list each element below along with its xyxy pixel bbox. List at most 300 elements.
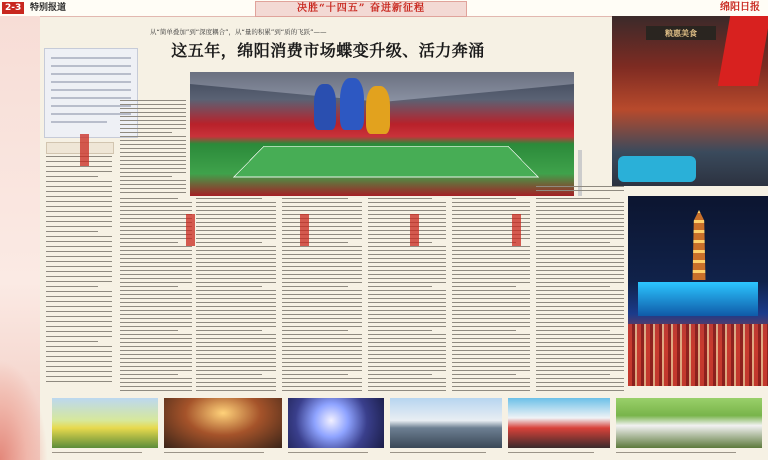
- text-line: [120, 378, 192, 379]
- text-line: [452, 286, 516, 287]
- text-line: [282, 342, 362, 343]
- text-line: [120, 246, 192, 247]
- text-line: [282, 302, 362, 303]
- text-line: [282, 274, 362, 275]
- text-line: [536, 270, 624, 271]
- text-line: [196, 294, 276, 295]
- text-line: [196, 206, 276, 207]
- text-line: [536, 202, 624, 203]
- text-line: [120, 354, 192, 355]
- section-marker: [410, 214, 419, 246]
- text-line: [120, 266, 192, 267]
- text-line: [452, 202, 530, 203]
- text-line: [368, 326, 446, 327]
- text-line: [452, 262, 530, 263]
- text-line: [196, 246, 276, 247]
- text-line: [368, 242, 432, 243]
- text-line: [120, 234, 192, 235]
- text-line: [196, 350, 276, 351]
- text-line: [368, 210, 446, 211]
- text-line: [368, 250, 446, 251]
- text-line: [120, 366, 192, 367]
- shopping-plaza-photo: [390, 398, 502, 448]
- text-line: [120, 318, 192, 319]
- text-line: [368, 214, 446, 215]
- text-line: [120, 390, 192, 391]
- text-line: [536, 262, 624, 263]
- text-line: [196, 266, 276, 267]
- text-line: [368, 322, 446, 323]
- text-line: [452, 226, 530, 227]
- campaign-banner: 决胜“十四五” 奋进新征程: [255, 1, 467, 17]
- text-line: [196, 290, 276, 291]
- text-line: [120, 198, 178, 199]
- text-line: [196, 242, 262, 243]
- section-marker: [186, 214, 195, 246]
- text-line: [368, 318, 446, 319]
- text-line: [196, 326, 276, 327]
- text-line: [452, 298, 530, 299]
- text-line: [368, 310, 446, 311]
- text-line: [196, 214, 276, 215]
- text-line: [452, 374, 516, 375]
- text-line: [536, 278, 624, 279]
- text-line: [120, 358, 192, 359]
- text-line: [120, 274, 192, 275]
- text-line: [282, 290, 362, 291]
- text-line: [196, 318, 276, 319]
- text-line: [282, 206, 362, 207]
- text-line: [282, 246, 362, 247]
- text-line: [452, 242, 516, 243]
- text-line: [196, 282, 276, 283]
- text-line: [120, 254, 192, 255]
- text-line: [282, 310, 362, 311]
- text-line: [196, 358, 276, 359]
- text-line: [120, 168, 186, 169]
- text-line: [536, 294, 624, 295]
- text-line: [452, 230, 530, 231]
- text-line: [452, 358, 530, 359]
- text-line: [120, 156, 186, 157]
- text-line: [368, 262, 446, 263]
- text-line: [536, 258, 624, 259]
- text-line: [368, 222, 446, 223]
- text-line: [196, 198, 262, 199]
- text-line: [536, 362, 624, 363]
- text-line: [282, 270, 362, 271]
- text-line: [452, 382, 530, 383]
- text-line: [536, 366, 624, 367]
- text-line: [368, 354, 446, 355]
- text-line: [368, 350, 446, 351]
- text-line: [536, 338, 624, 339]
- text-line: [196, 230, 276, 231]
- text-line: [196, 334, 276, 335]
- text-line: [536, 370, 624, 371]
- photo-caption-line: [288, 452, 368, 453]
- text-line: [196, 346, 276, 347]
- text-line: [452, 210, 530, 211]
- text-line: [196, 374, 262, 375]
- text-line: [452, 354, 530, 355]
- photo-caption-line: [390, 452, 486, 453]
- text-line: [368, 366, 446, 367]
- text-line: [196, 254, 276, 255]
- text-line: [452, 314, 530, 315]
- text-line: [368, 266, 446, 267]
- text-line: [120, 382, 192, 383]
- text-line: [536, 214, 624, 215]
- text-line: [196, 210, 276, 211]
- sidebar-notes: [44, 140, 114, 390]
- text-line: [536, 286, 610, 287]
- text-line: [282, 282, 362, 283]
- text-line: [452, 266, 530, 267]
- text-line: [536, 390, 624, 391]
- text-line: [452, 290, 530, 291]
- text-line: [536, 206, 624, 207]
- text-line: [452, 322, 530, 323]
- text-line: [120, 346, 192, 347]
- text-line: [452, 258, 530, 259]
- stage-performance-photo: [288, 398, 384, 448]
- text-line: [536, 230, 624, 231]
- text-line: [120, 188, 186, 189]
- text-line: [282, 326, 362, 327]
- text-line: [536, 354, 624, 355]
- text-line: [196, 278, 276, 279]
- text-line: [196, 362, 276, 363]
- text-line: [368, 330, 432, 331]
- text-line: [282, 334, 362, 335]
- text-line: [368, 298, 446, 299]
- text-line: [368, 342, 446, 343]
- text-line: [536, 306, 624, 307]
- text-line: [452, 198, 516, 199]
- text-line: [120, 262, 192, 263]
- text-line: [452, 282, 530, 283]
- text-line: [536, 226, 624, 227]
- text-line: [368, 282, 446, 283]
- text-line: [452, 378, 530, 379]
- text-line: [120, 350, 192, 351]
- text-line: [536, 198, 610, 199]
- text-line: [536, 274, 624, 275]
- text-line: [368, 338, 446, 339]
- text-line: [536, 242, 610, 243]
- cycling-race-photo: [616, 398, 762, 448]
- text-line: [452, 278, 530, 279]
- text-line: [452, 362, 530, 363]
- text-line: [120, 370, 192, 371]
- text-line: [282, 338, 362, 339]
- text-line: [368, 370, 446, 371]
- shop-sign: 粮惠美食: [646, 26, 716, 40]
- text-line: [282, 358, 362, 359]
- text-line: [120, 278, 192, 279]
- article-subheadline: 从“简单叠加”到“深度耦合”，从“量的积累”到“质的飞跃”——: [150, 28, 327, 36]
- text-line: [196, 222, 276, 223]
- text-line: [368, 386, 446, 387]
- text-line: [536, 374, 610, 375]
- photo-caption: [578, 150, 582, 196]
- text-line: [368, 362, 446, 363]
- text-line: [196, 250, 276, 251]
- page-number: 2-3: [2, 2, 24, 14]
- text-line: [536, 246, 624, 247]
- text-line: [282, 266, 362, 267]
- text-line: [452, 350, 530, 351]
- text-line: [120, 286, 178, 287]
- paper-name: 绵阳日报: [720, 2, 760, 13]
- text-line: [536, 298, 624, 299]
- text-line: [282, 242, 348, 243]
- text-line: [120, 218, 192, 219]
- text-line: [120, 282, 192, 283]
- text-line: [452, 274, 530, 275]
- text-line: [196, 330, 262, 331]
- text-line: [120, 342, 192, 343]
- text-line: [452, 246, 530, 247]
- text-line: [282, 230, 362, 231]
- text-line: [120, 176, 172, 177]
- text-line: [120, 334, 192, 335]
- text-line: [120, 326, 192, 327]
- text-line: [282, 390, 362, 391]
- text-line: [282, 222, 362, 223]
- text-line: [196, 342, 276, 343]
- text-line: [282, 346, 362, 347]
- text-line: [282, 250, 362, 251]
- text-line: [120, 148, 186, 149]
- text-line: [536, 386, 624, 387]
- text-line: [536, 310, 624, 311]
- text-line: [120, 294, 192, 295]
- photo-caption-line: [508, 452, 594, 453]
- text-line: [452, 342, 530, 343]
- text-line: [536, 290, 624, 291]
- text-line: [282, 314, 362, 315]
- section-name: 特别报道: [30, 3, 67, 13]
- text-line: [452, 222, 530, 223]
- text-line: [452, 310, 530, 311]
- text-line: [368, 358, 446, 359]
- text-line: [120, 314, 192, 315]
- text-line: [368, 306, 446, 307]
- text-line: [368, 314, 446, 315]
- text-line: [282, 298, 362, 299]
- text-line: [282, 362, 362, 363]
- text-line: [196, 366, 276, 367]
- text-line: [196, 218, 276, 219]
- text-line: [120, 290, 192, 291]
- text-line: [120, 210, 192, 211]
- text-line: [536, 378, 624, 379]
- text-line: [368, 218, 446, 219]
- text-line: [196, 298, 276, 299]
- text-line: [282, 354, 362, 355]
- text-line: [536, 238, 624, 239]
- stadium-photo: [190, 72, 574, 196]
- text-line: [452, 366, 530, 367]
- text-line: [536, 322, 624, 323]
- text-line: [282, 286, 348, 287]
- text-line: [282, 382, 362, 383]
- text-line: [368, 230, 446, 231]
- text-line: [120, 386, 192, 387]
- text-line: [536, 342, 624, 343]
- lantern-festival-photo: [164, 398, 282, 448]
- text-line: [120, 322, 192, 323]
- text-line: [196, 234, 276, 235]
- text-line: [196, 314, 276, 315]
- text-line: [120, 140, 186, 141]
- text-line: [282, 278, 362, 279]
- text-line: [120, 374, 178, 375]
- text-line: [282, 350, 362, 351]
- text-line: [536, 266, 624, 267]
- text-line: [452, 270, 530, 271]
- text-line: [196, 378, 276, 379]
- text-line: [196, 270, 276, 271]
- text-line: [120, 164, 186, 165]
- text-line: [120, 222, 192, 223]
- text-line: [452, 326, 530, 327]
- text-line: [282, 378, 362, 379]
- text-line: [120, 250, 192, 251]
- text-line: [452, 254, 530, 255]
- photo-caption-line: [164, 452, 264, 453]
- text-line: [120, 270, 192, 271]
- text-line: [452, 294, 530, 295]
- text-line: [536, 210, 624, 211]
- text-line: [536, 250, 624, 251]
- text-line: [536, 334, 624, 335]
- text-line: [196, 310, 276, 311]
- text-line: [120, 192, 186, 193]
- text-line: [120, 206, 192, 207]
- text-line: [120, 338, 192, 339]
- text-line: [120, 160, 186, 161]
- article-headline: 这五年，绵阳消费市场蝶变升级、活力奔涌: [171, 41, 485, 60]
- text-line: [120, 226, 192, 227]
- text-line: [196, 226, 276, 227]
- text-line: [282, 366, 362, 367]
- text-line: [196, 386, 276, 387]
- text-line: [368, 374, 432, 375]
- text-line: [120, 302, 192, 303]
- night-pagoda-photo: [628, 196, 768, 386]
- text-line: [120, 238, 192, 239]
- text-line: [536, 302, 624, 303]
- text-line: [120, 330, 178, 331]
- text-line: [282, 214, 362, 215]
- text-line: [368, 382, 446, 383]
- rapeseed-field-photo: [52, 398, 158, 448]
- text-line: [196, 390, 276, 391]
- text-line: [120, 144, 186, 145]
- text-line: [452, 218, 530, 219]
- text-line: [536, 318, 624, 319]
- text-line: [452, 206, 530, 207]
- text-line: [120, 306, 192, 307]
- text-line: [368, 226, 446, 227]
- text-line: [452, 214, 530, 215]
- text-line: [120, 258, 192, 259]
- text-line: [368, 378, 446, 379]
- text-line: [120, 180, 186, 181]
- text-line: [282, 330, 348, 331]
- text-line: [452, 250, 530, 251]
- text-line: [120, 214, 192, 215]
- text-line: [282, 258, 362, 259]
- text-line: [282, 198, 348, 199]
- text-line: [536, 234, 624, 235]
- text-line: [536, 314, 624, 315]
- photo-caption-line: [52, 452, 142, 453]
- text-line: [368, 390, 446, 391]
- text-line: [120, 172, 186, 173]
- text-line: [452, 234, 530, 235]
- photo-caption-line: [616, 452, 736, 453]
- section-marker: [512, 214, 521, 246]
- text-line: [196, 262, 276, 263]
- text-line: [282, 202, 362, 203]
- text-line: [368, 238, 446, 239]
- text-line: [536, 330, 610, 331]
- decorative-wave: [0, 360, 48, 460]
- text-line: [368, 246, 446, 247]
- text-line: [120, 242, 178, 243]
- text-line: [452, 386, 530, 387]
- text-line: [368, 274, 446, 275]
- text-line: [368, 346, 446, 347]
- text-line: [452, 390, 530, 391]
- text-line: [452, 370, 530, 371]
- text-line: [196, 274, 276, 275]
- text-line: [536, 222, 624, 223]
- text-line: [368, 270, 446, 271]
- text-line: [368, 278, 446, 279]
- text-line: [282, 306, 362, 307]
- text-line: [282, 294, 362, 295]
- market-crowd-photo: [508, 398, 610, 448]
- text-line: [536, 218, 624, 219]
- text-line: [282, 218, 362, 219]
- text-line: [120, 310, 192, 311]
- section-marker: [300, 214, 309, 246]
- text-line: [282, 374, 348, 375]
- text-line: [120, 202, 192, 203]
- text-line: [536, 282, 624, 283]
- text-line: [536, 382, 624, 383]
- text-line: [368, 206, 446, 207]
- street-photo: [612, 16, 768, 186]
- text-line: [196, 286, 262, 287]
- text-line: [536, 350, 624, 351]
- text-line: [196, 382, 276, 383]
- text-line: [536, 254, 624, 255]
- text-line: [368, 202, 446, 203]
- text-line: [452, 302, 530, 303]
- text-line: [452, 330, 516, 331]
- text-line: [120, 184, 186, 185]
- text-line: [536, 326, 624, 327]
- text-line: [452, 318, 530, 319]
- text-line: [282, 370, 362, 371]
- text-line: [368, 294, 446, 295]
